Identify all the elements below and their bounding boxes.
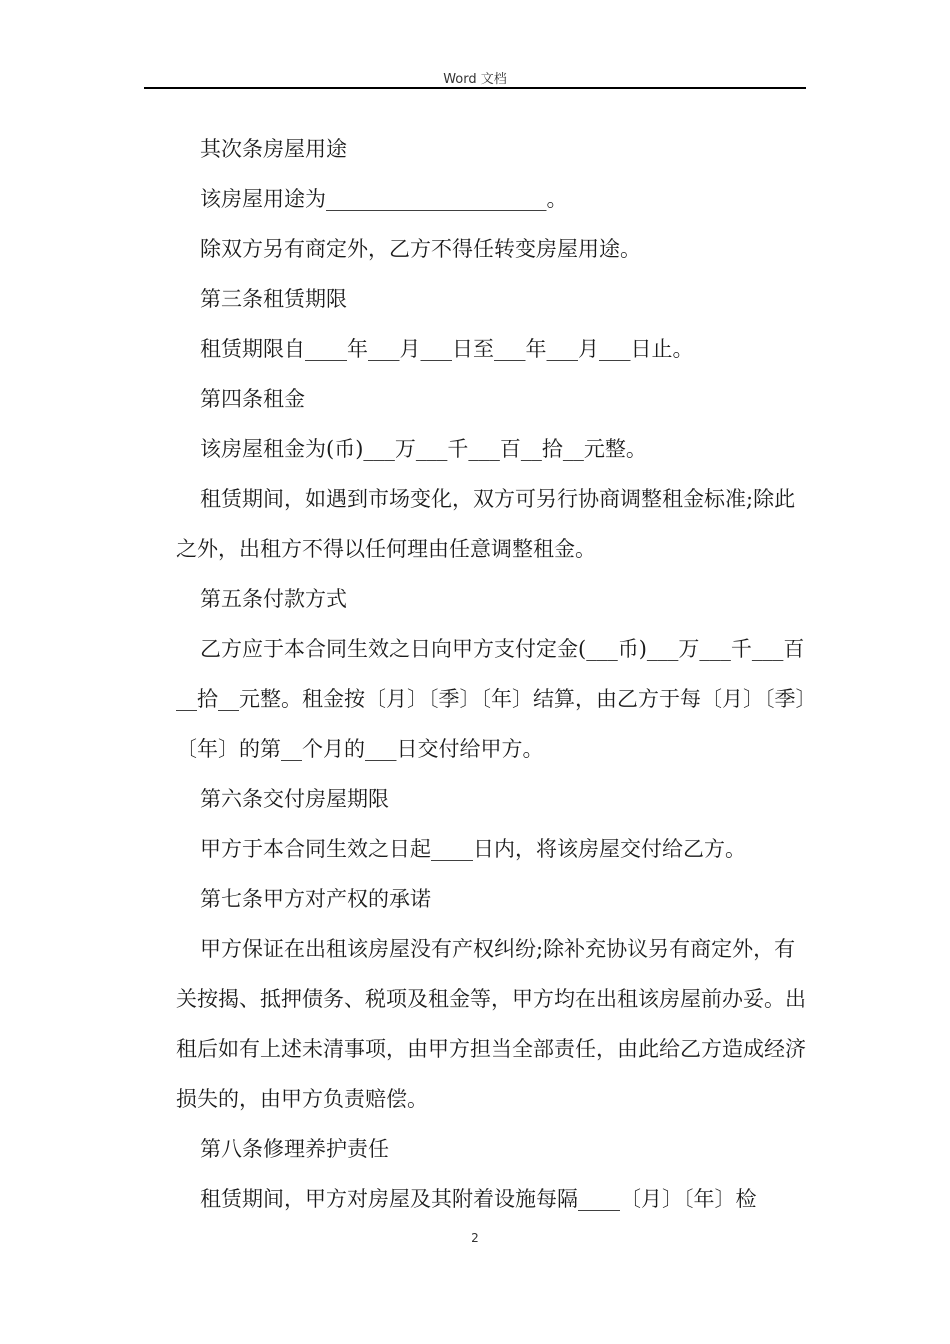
document-body [176, 124, 806, 1224]
paragraph-purpose-restriction: 除双方另有商定外，乙方不得任转变房屋用途。 [200, 237, 641, 261]
section-heading-payment: 第五条付款方式 [200, 587, 347, 611]
section-heading-title-warranty: 第七条甲方对产权的承诺 [200, 887, 431, 911]
section-heading-term: 第三条租赁期限 [200, 287, 347, 311]
paragraph-rent-adjustment: 租赁期间，如遇到市场变化，双方可另行协商调整租金标准;除此之外，出租方不得以任何理由任意调整租金。 [176, 487, 796, 561]
paragraph-title-warranty: 甲方保证在出租该房屋没有产权纠纷;除补充协议另有商定外，有关按揭、抵押债务、税项及租金等，甲方均在出租该房屋前办妥。出租后如有上述未清事项，由甲方担当全部责任，由此给乙方造成经济损失的，由甲方负责赔偿。 [176, 937, 806, 1111]
document-header-title: Word 文档 [443, 72, 507, 87]
section-heading-purpose: 其次条房屋用途 [200, 137, 347, 161]
paragraph-term: 租赁期限自____年___月___日至___年___月___日止。 [200, 337, 694, 361]
paragraph-rent-amount: 该房屋租金为(币)___万___千___百__拾__元整。 [200, 437, 647, 461]
section-heading-maintenance: 第八条修理养护责任 [200, 1137, 389, 1161]
page-number: 2 [471, 1231, 479, 1245]
paragraph-delivery: 甲方于本合同生效之日起____日内，将该房屋交付给乙方。 [200, 837, 746, 861]
paragraph-payment: 乙方应于本合同生效之日向甲方支付定金(___币)___万___千___百__拾__元整。租金按〔月〕〔季〕〔年〕结算，由乙方于每〔月〕〔季〕〔年〕的第__个月的___日交付给甲方。 [176, 637, 806, 761]
paragraph-maintenance: 租赁期间，甲方对房屋及其附着设施每隔____〔月〕〔年〕检 [200, 1187, 757, 1211]
paragraph-purpose: 该房屋用途为_____________________。 [200, 187, 568, 211]
header-divider [144, 87, 806, 89]
section-heading-delivery: 第六条交付房屋期限 [200, 787, 389, 811]
section-heading-rent: 第四条租金 [200, 387, 305, 411]
